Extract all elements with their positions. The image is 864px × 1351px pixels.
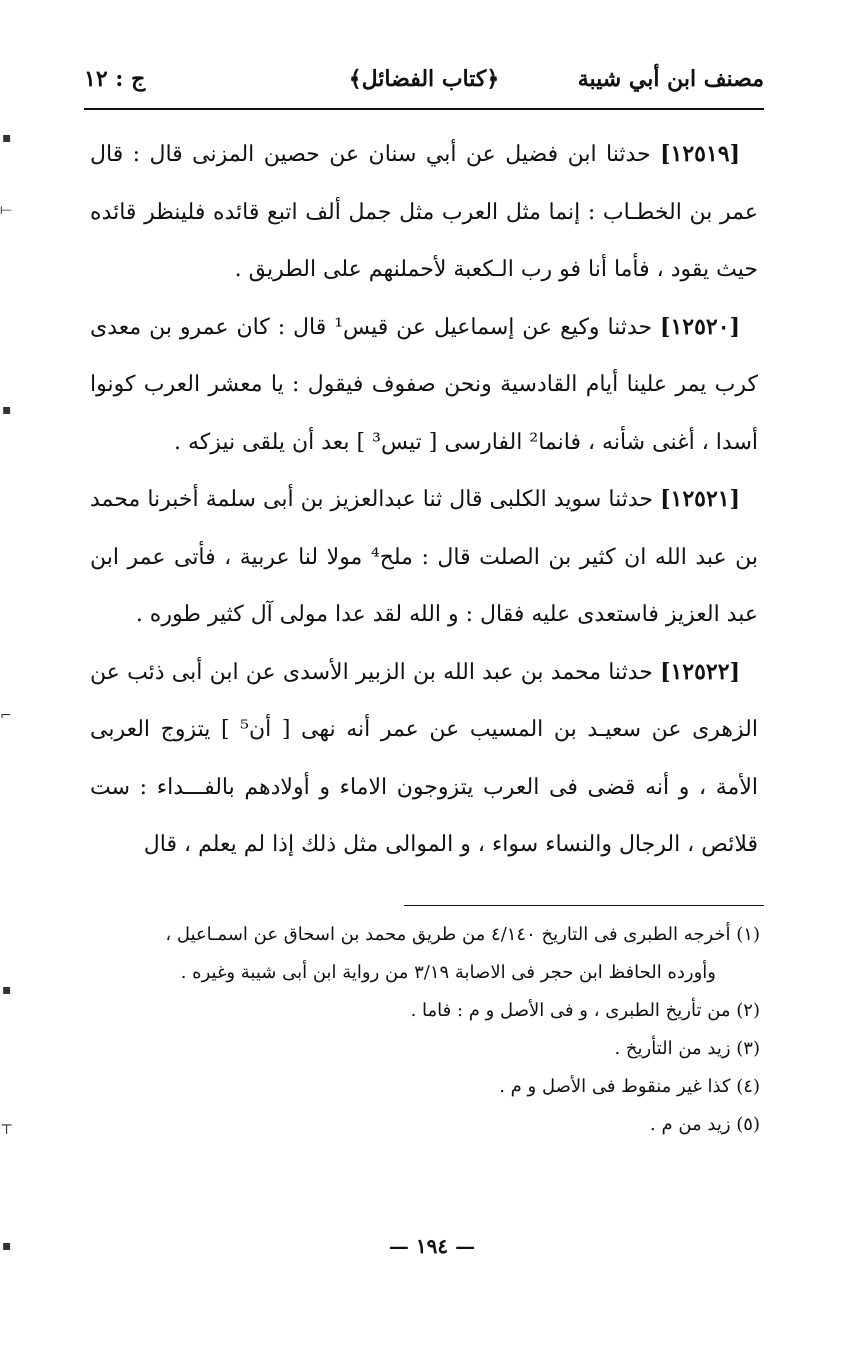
- scan-mark: ▪: [2, 402, 12, 418]
- scan-mark: ⊤: [0, 1122, 14, 1138]
- scan-mark: ▪: [2, 130, 12, 146]
- footnote-line: (٢) من تأريخ الطبرى ، و فى الأصل و م : فاما .: [410, 1000, 760, 1021]
- hadith-entry: [90, 126, 758, 299]
- footnotes: [100, 916, 760, 1144]
- volume-number: ج : ١٢: [84, 66, 146, 92]
- footnote-line: (٤) كذا غير منقوط فى الأصل و م .: [499, 1076, 760, 1097]
- hadith-text: حدثنا محمد بن عبد الله بن الزبير الأسدى عن ابن أبى ذئب عن الزهرى عن سعيـد بن المسيب عن عمر أنه نهى [ أن⁵ ] يتزوج العربى الأمة ، و أنه قضى فى العرب يتزوجون الاماء و أولادهم بالفـــداء : ست قلائص ، الرجال والنساء سواء ، و الموالى مثل ذلك إذا لم يعلم ، قال: [90, 659, 758, 857]
- hadith-number: [١٢٥٢٠]: [660, 313, 740, 340]
- running-header: [84, 58, 764, 102]
- hadith-text: حدثنا سويد الكلبى قال ثنا عبدالعزيز بن أبى سلمة أخبرنا محمد بن عبد الله ان كثير بن الصلت قال : ملح⁴ مولا لنا عربية ، فأتى عمر ابن عبد العزيز فاستعدى عليه فقال : و الله لقد عدا مولى آل كثير طوره .: [90, 487, 759, 627]
- hadith-number: [١٢٥١٩]: [660, 141, 741, 167]
- main-text: [90, 126, 758, 874]
- footnote-line: (١) أخرجه الطبرى فى التاريخ ٤/١٤٠ من طريق محمد بن اسحاق عن اسمـاعيل ،: [165, 924, 760, 945]
- hadith-number: [١٢٥٢١]: [660, 486, 741, 512]
- hadith-number: [١٢٥٢٢]: [660, 658, 740, 685]
- book-title: مصنف ابن أبي شيبة: [577, 66, 764, 92]
- scan-mark: ▪: [2, 1238, 12, 1254]
- header-rule: [84, 108, 764, 110]
- hadith-entry: [90, 299, 758, 472]
- footnote-line: (٥) زيد من م .: [650, 1114, 760, 1135]
- hadith-entry: [90, 644, 758, 874]
- scan-mark: ▪: [2, 982, 12, 998]
- scan-mark: ⌐: [0, 708, 12, 724]
- footnote-line: (٣) زيد من التأريخ .: [614, 1038, 760, 1059]
- chapter-title: ﴿كتاب الفضائل﴾: [348, 66, 500, 92]
- hadith-entry: [90, 471, 758, 644]
- page-number: — ١٩٤ —: [388, 1234, 476, 1258]
- footnote-line: وأورده الحافظ ابن حجر فى الاصابة ٣/١٩ من رواية ابن أبى شيبة وغيره .: [180, 962, 716, 983]
- hadith-text: حدثنا وكيع عن إسماعيل عن قيس¹ قال : كان عمرو بن معدى كرب يمر علينا أيام القادسية ونحن صفوف فيقول : يا معشر العرب كونوا أسدا ، أغنى شأنه ، فانما² الفارسى [ تيس³ ] بعد أن يلقى نيزكه .: [90, 314, 758, 455]
- hadith-text: حدثنا ابن فضيل عن أبي سنان عن حصين المزنى قال : قال عمر بن الخطـاب : إنما مثل العرب مثل جمل ألف اتبع قائده فلينظر قائده حيث يقود ، فأما أنا فو رب الـكعبة لأحملنهم على الطريق .: [90, 142, 758, 282]
- footnote-rule: [404, 905, 764, 906]
- scan-mark: ⟝: [0, 202, 12, 218]
